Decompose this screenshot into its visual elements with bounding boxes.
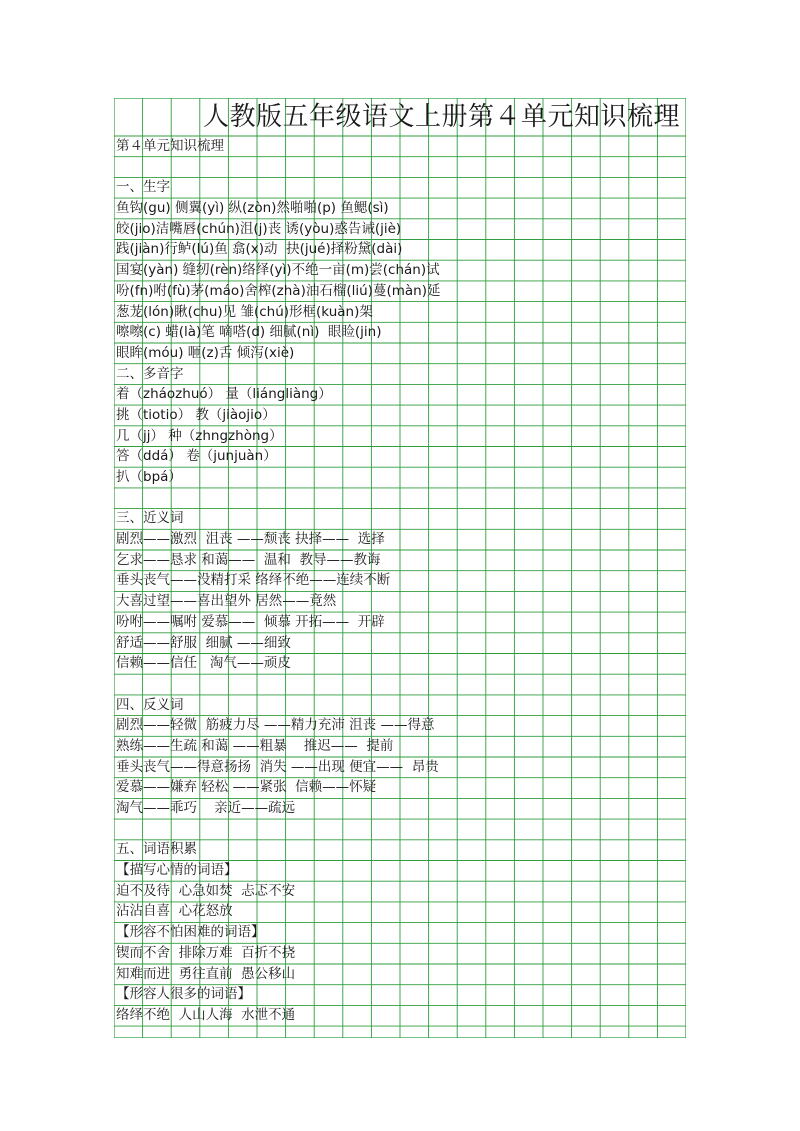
text-line: 眼眸(móu) 咂(z)舌 倾泻(xiè) xyxy=(116,344,295,361)
text-line: 践(jiàn)行鲈(lú)鱼 翕(x)动 抉(jué)择粉黛(dài) xyxy=(116,241,403,258)
text-line: 剧烈——轻微 筋疲力尽 ——精力充沛 沮丧 ——得意 xyxy=(116,717,435,734)
text-line: 爱慕——嫌弃 轻松 ——紧张 信赖——怀疑 xyxy=(116,779,377,796)
text-line: 垂头丧气——得意扬扬 消失 ——出现 便宜—— 昂贵 xyxy=(116,758,439,775)
text-line: 熟练——生疏 和蔼 ——粗暴 推迟—— 提前 xyxy=(116,737,394,754)
text-line: 三、近义词 xyxy=(116,510,184,527)
text-line: 垂头丧气——没精打采 络绎不绝——连续不断 xyxy=(116,572,391,589)
text-line: 迫不及待 心急如焚 忐忑不安 xyxy=(116,882,296,899)
text-line: 嚓嚓(c) 蜡(là)笔 嘀嗒(d) 细腻(nì) 眼睑(jin) xyxy=(116,324,382,341)
text-line: 着（zháozhuó） 量（liángliàng） xyxy=(116,386,332,403)
text-line xyxy=(114,674,686,695)
text-line: 一、生字 xyxy=(116,179,170,196)
text-line: 皎(jio)洁嘴唇(chún)沮(j)丧 诱(yòu)惑告诫(jiè) xyxy=(116,220,402,237)
text-line: 国宴(yàn) 缝纫(rèn)络绎(yì)不绝一亩(m)尝(chán)试 xyxy=(116,262,440,279)
text-line xyxy=(114,157,686,178)
text-line: 二、多音字 xyxy=(116,365,184,382)
text-line: 【描写心情的词语】 xyxy=(116,862,238,879)
text-line xyxy=(114,488,686,509)
text-line: 舒适——舒服 细腻 ——细致 xyxy=(116,634,291,651)
text-line: 几（jj） 种（zhngzhòng） xyxy=(116,427,283,444)
text-line: 大喜过望——喜出望外 居然——竟然 xyxy=(116,593,337,610)
text-line: 五、词语积累 xyxy=(116,841,197,858)
text-line xyxy=(114,819,686,840)
text-line: 【形容人很多的词语】 xyxy=(116,986,251,1003)
text-line: 吩咐——嘱咐 爱慕—— 倾慕 开拓—— 开辟 xyxy=(116,613,385,630)
text-line: 第４单元知识梳理 xyxy=(116,138,224,154)
text-line: 挑（tiotio） 教（jiàojio） xyxy=(116,406,276,423)
text-line: 剧烈——激烈 沮丧 ——颓丧 抉择—— 选择 xyxy=(116,531,385,548)
text-line: 淘气——乖巧 亲近——疏远 xyxy=(116,800,296,816)
text-line: 【形容不怕困难的词语】 xyxy=(116,924,265,941)
text-line: 知难而进 勇往直前 愚公移山 xyxy=(116,965,296,982)
text-line: 信赖——信任 淘气——顽皮 xyxy=(116,655,291,672)
text-line: 乞求——恳求 和蔼—— 温和 教导——教诲 xyxy=(116,551,381,568)
page-title: 人教版五年级语文上册第４单元知识梳理 xyxy=(202,102,680,132)
text-line: 葱茏(lón)瞅(chu)见 雏(chú)形框(kuàn)架 xyxy=(116,303,373,320)
text-lines xyxy=(114,136,686,1026)
text-line: 锲而不舍 排除万难 百折不挠 xyxy=(116,944,296,961)
text-line: 四、反义词 xyxy=(116,696,184,713)
text-line: 鱼钩(gu) 侧翼(yì) 纵(zòn)然啪啪(p) 鱼鳃(sì) xyxy=(116,200,389,217)
text-line: 吩(fn)咐(fù)茅(máo)舍榨(zhà)油石榴(liú)蔓(màn)延 xyxy=(116,282,441,299)
text-line: 答（ddá） 卷（junjuàn） xyxy=(116,448,277,465)
text-line: 扒（bpá） xyxy=(116,469,182,485)
text-line: 络绎不绝 人山人海 水泄不通 xyxy=(116,1006,296,1023)
document-body xyxy=(114,98,686,1026)
text-line: 沾沾自喜 心花怒放 xyxy=(116,903,233,920)
